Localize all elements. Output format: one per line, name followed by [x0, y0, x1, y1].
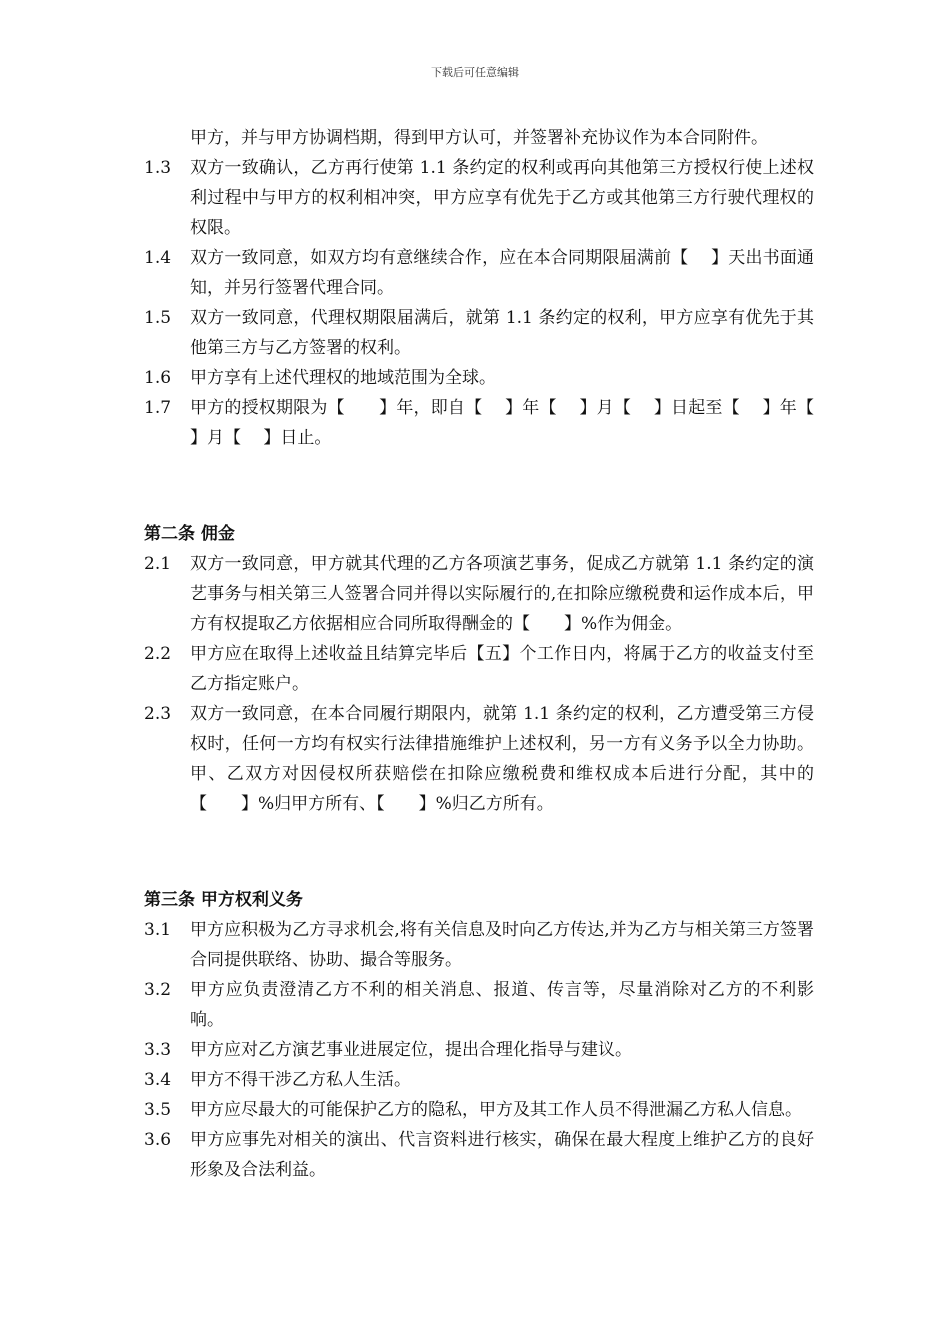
clause-number: 1.6	[144, 368, 172, 388]
clause-number: 3.3	[144, 1040, 172, 1060]
clause-1-7	[144, 393, 837, 453]
clause-1-4	[144, 243, 814, 303]
clause-number: 3.4	[144, 1070, 172, 1090]
clause-number: 3.5	[144, 1100, 172, 1120]
section-2-block	[144, 519, 814, 819]
clause-number: 3.6	[144, 1130, 172, 1150]
section-3-title: 第三条 甲方权利义务	[144, 890, 303, 910]
clause-text: 双方一致同意，甲方就其代理的乙方各项演艺事务，促成乙方就第 1.1 条约定的演艺事务与相关第三人签署合同并得以实际履行的,在扣除应缴税费和运作成本后，甲方有权提取乙方依据相应合同所取得酬金的【 】%作为佣金。	[190, 554, 814, 634]
clause-3-1	[144, 915, 814, 975]
clause-2-1	[144, 549, 814, 639]
clause-text: 甲方应对乙方演艺事业进展定位，提出合理化指导与建议。	[190, 1040, 632, 1060]
clause-number: 3.2	[144, 980, 172, 1000]
clause-number: 1.7	[144, 398, 172, 418]
clause-text: 甲方应在取得上述收益且结算完毕后【五】个工作日内，将属于乙方的收益支付至乙方指定账户。	[190, 644, 814, 694]
clause-text: 甲方享有上述代理权的地域范围为全球。	[190, 368, 496, 388]
page-header: 下载后可任意编辑	[431, 66, 519, 79]
clause-text: 双方一致同意，如双方均有意继续合作，应在本合同期限届满前【 】天出书面通知，并另行签署代理合同。	[190, 248, 814, 298]
clause-number: 3.1	[144, 920, 172, 940]
clause-3-5	[144, 1095, 814, 1125]
intro-paragraph	[144, 123, 814, 153]
clause-2-3	[144, 699, 814, 819]
clause-number: 2.3	[144, 704, 172, 724]
clause-text: 甲方不得干涉乙方私人生活。	[190, 1070, 411, 1090]
clause-text: 双方一致同意，在本合同履行期限内，就第 1.1 条约定的权利，乙方遭受第三方侵权时，任何一方均有权实行法律措施维护上述权利，另一方有义务予以全力协助。甲、乙双方对因侵权所获赔偿在扣除应缴税费和维权成本后进行分配，其中的【 】%归甲方所有、【 】%归乙方所有。	[190, 704, 814, 814]
clause-3-6	[144, 1125, 814, 1185]
clause-text: 双方一致同意，代理权期限届满后，就第 1.1 条约定的权利，甲方应享有优先于其他第三方与乙方签署的权利。	[190, 308, 814, 358]
clause-number: 1.5	[144, 308, 172, 328]
section-3-block	[144, 885, 814, 1185]
clause-text: 甲方应负责澄清乙方不利的相关消息、报道、传言等，尽量消除对乙方的不利影响。	[190, 980, 814, 1030]
clause-number: 2.2	[144, 644, 172, 664]
clause-text: 甲方应尽最大的可能保护乙方的隐私，甲方及其工作人员不得泄漏乙方私人信息。	[190, 1100, 802, 1120]
clause-text: 甲方的授权期限为【 】年，即自【 】年【 】月【 】日起至【 】年【 】月【 】日止。	[190, 398, 837, 448]
clause-3-2	[144, 975, 814, 1035]
clause-text: 甲方应事先对相关的演出、代言资料进行核实，确保在最大程度上维护乙方的良好形象及合法利益。	[190, 1130, 814, 1180]
clause-number: 1.4	[144, 248, 172, 268]
clause-number: 2.1	[144, 554, 172, 574]
intro-text: 甲方，并与甲方协调档期，得到甲方认可，并签署补充协议作为本合同附件。	[190, 128, 768, 148]
clause-3-3	[144, 1035, 814, 1065]
clause-text: 双方一致确认，乙方再行使第 1.1 条约定的权利或再向其他第三方授权行使上述权利过程中与甲方的权利相冲突，甲方应享有优先于乙方或其他第三方行驶代理权的权限。	[190, 158, 814, 238]
clause-1-3	[144, 153, 814, 243]
section-2-title: 第二条 佣金	[144, 524, 235, 544]
clause-number: 1.3	[144, 158, 172, 178]
clause-3-4	[144, 1065, 814, 1095]
clause-2-2	[144, 639, 814, 699]
clause-text: 甲方应积极为乙方寻求机会,将有关信息及时向乙方传达,并为乙方与相关第三方签署合同提供联络、协助、撮合等服务。	[190, 920, 814, 970]
clause-1-5	[144, 303, 814, 363]
section-1-block	[144, 123, 837, 453]
clause-1-6	[144, 363, 814, 393]
